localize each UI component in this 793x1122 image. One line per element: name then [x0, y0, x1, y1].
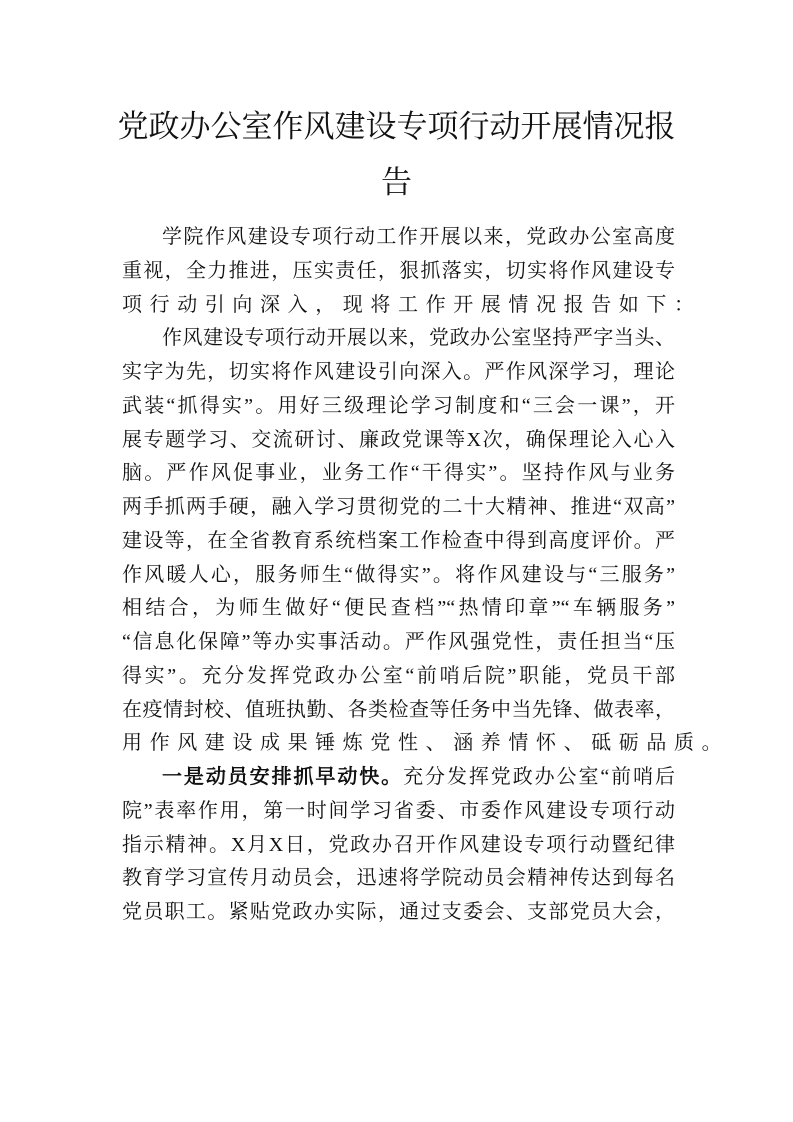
paragraph-mobilization	[122, 761, 675, 930]
text-line: 项行动引向深入，现将工作开展情况报告如下：	[122, 293, 702, 316]
text-line: 展专题学习、交流研讨、廉政党课等X次，确保理论入心入	[122, 428, 675, 451]
text-line: 两手抓两手硬，融入学习贯彻党的二十大精神、推进“双高”	[122, 496, 675, 518]
text-line: 重视，全力推进，压实责任，狠抓落实，切实将作风建设专	[122, 259, 675, 282]
text-line: 得实”。充分发挥党政办公室“前哨后院”职能，党员干部	[122, 664, 675, 687]
text-line: 相结合，为师生做好“便民查档”“热情印章”“车辆服务”	[122, 597, 675, 620]
paragraph-overview	[122, 322, 730, 761]
text-line: 作风暖人心，服务师生“做得实”。将作风建设与“三服务”	[122, 563, 675, 586]
text-run: 充分发挥党政办公室“前哨后	[403, 766, 675, 788]
text-line: 指示精神。X月X日，党政办召开作风建设专项行动暨纪律	[122, 833, 675, 856]
text-line: 建设等，在全省教育系统档案工作检查中得到高度评价。严	[122, 529, 675, 552]
text-line	[122, 761, 675, 795]
document-body	[122, 221, 730, 930]
text-line: 教育学习宣传月动员会，迅速将学院动员会精神传达到每名	[122, 867, 675, 890]
document-title-line-1: 党政办公室作风建设专项行动开展情况报	[117, 109, 676, 144]
document-title-line-2: 告	[381, 165, 412, 200]
text-line: 脑。严作风促事业，业务工作“干得实”。坚持作风与业务	[122, 462, 675, 485]
text-line: 用作风建设成果锤炼党性、涵养情怀、砥砺品质。	[122, 732, 730, 755]
text-line: 在疫情封校、值班执勤、各类检查等任务中当先锋、做表率，	[122, 698, 675, 721]
text-line: “信息化保障”等办实事活动。严作风强党性，责任担当“压	[122, 631, 675, 653]
section-lead-heading: 一是动员安排抓早动快。	[162, 766, 404, 788]
text-line: 学院作风建设专项行动工作开展以来，党政办公室高度	[162, 226, 675, 248]
paragraph-intro	[122, 221, 702, 322]
text-line: 作风建设专项行动开展以来，党政办公室坚持严字当头、	[162, 327, 675, 350]
text-line: 实字为先，切实将作风建设引向深入。严作风深学习，理论	[122, 361, 675, 383]
text-line: 党员职工。紧贴党政办实际，通过支委会、支部党员大会，	[122, 901, 675, 923]
text-line: 院”表率作用，第一时间学习省委、市委作风建设专项行动	[122, 799, 675, 822]
text-line: 武装“抓得实”。用好三级理论学习制度和“三会一课”，开	[122, 394, 675, 417]
